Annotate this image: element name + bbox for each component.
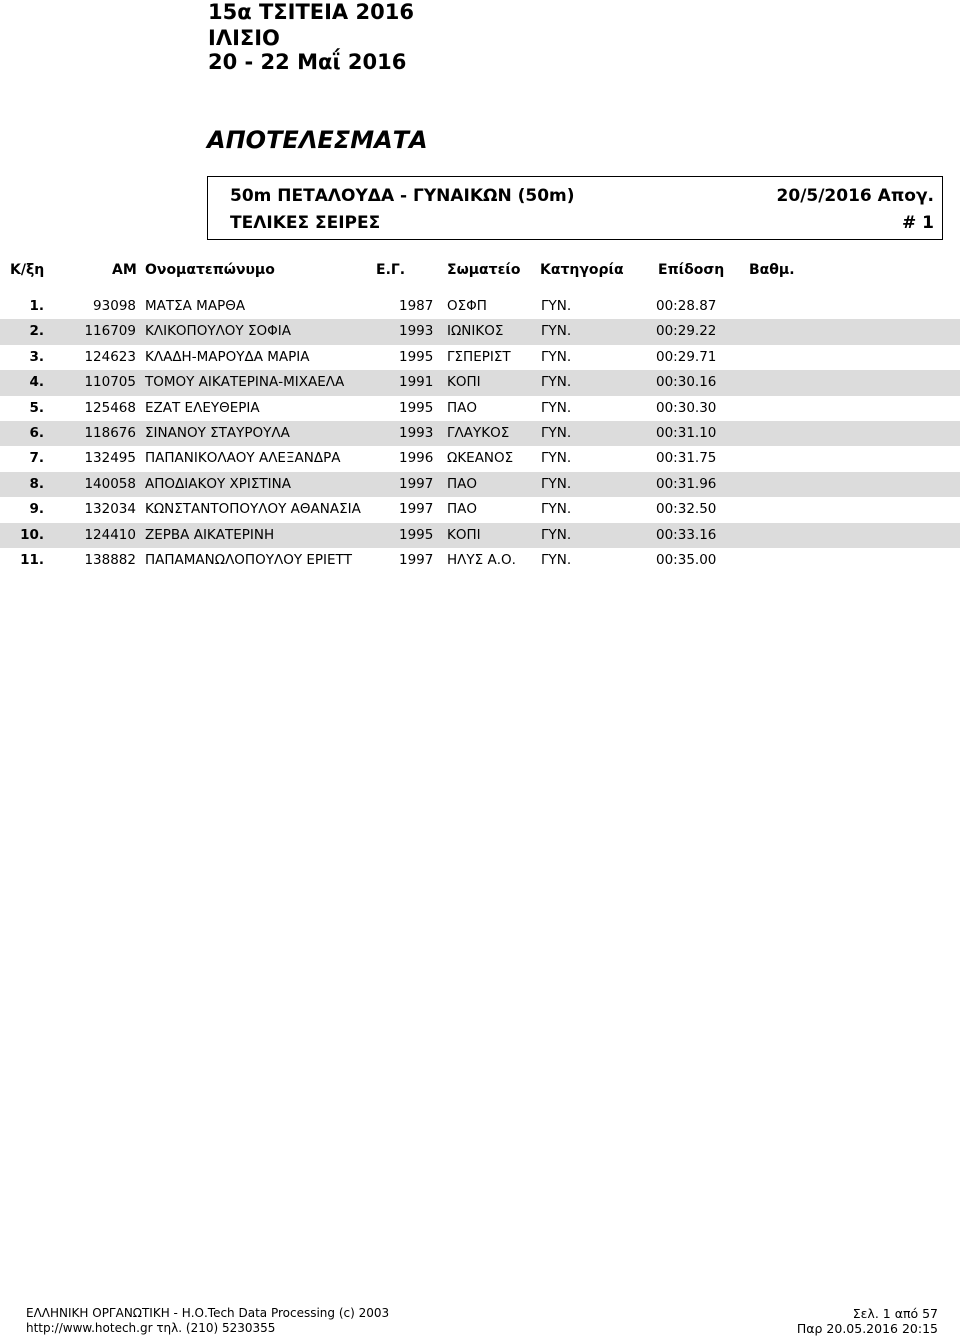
table-row bbox=[0, 421, 960, 446]
result-club: ΠΑΟ bbox=[447, 399, 478, 416]
meet-dates: 20 - 22 Μαΐ 2016 bbox=[208, 50, 407, 74]
table-row bbox=[0, 548, 960, 573]
header-category: Κατηγορία bbox=[540, 262, 624, 278]
result-rank: 1. bbox=[29, 298, 44, 314]
result-category: ΓΥΝ. bbox=[541, 551, 572, 568]
table-row bbox=[0, 345, 960, 370]
table-row bbox=[0, 370, 960, 395]
heat-number: # 1 bbox=[902, 213, 934, 233]
result-name: ΚΛΙΚΟΠΟΥΛΟΥ ΣΟΦΙΑ bbox=[145, 323, 291, 340]
header-name: Ονοματεπώνυμο bbox=[145, 262, 275, 278]
table-row bbox=[0, 396, 960, 421]
result-year: 1987 bbox=[399, 298, 434, 314]
result-am: 132495 bbox=[84, 450, 136, 467]
result-rank: 3. bbox=[29, 348, 44, 365]
result-rank: 2. bbox=[29, 323, 44, 340]
result-category: ΓΥΝ. bbox=[541, 399, 572, 416]
result-name: ΚΩΝΣΤΑΝΤΟΠΟΥΛΟΥ ΑΘΑΝΑΣΙΑ bbox=[145, 501, 361, 518]
result-club: ΓΛΑΥΚΟΣ bbox=[447, 424, 510, 441]
result-name: ΑΠΟΔΙΑΚΟΥ ΧΡΙΣΤΙΝΑ bbox=[145, 475, 291, 492]
result-year: 1991 bbox=[399, 374, 434, 391]
result-club: ΙΩΝΙΚΟΣ bbox=[447, 323, 504, 340]
table-row bbox=[0, 294, 960, 319]
page-title: ΑΠΟΤΕΛΕΣΜΑΤΑ bbox=[207, 126, 428, 154]
result-year: 1995 bbox=[399, 526, 434, 543]
header-rank: Κ/ξη bbox=[10, 262, 45, 278]
result-category: ΓΥΝ. bbox=[541, 424, 572, 441]
footer-left bbox=[26, 1306, 389, 1336]
table-row bbox=[0, 319, 960, 344]
header-club: Σωματείο bbox=[447, 262, 521, 278]
result-time: 00:30.30 bbox=[656, 399, 717, 416]
result-time: 00:29.71 bbox=[656, 348, 717, 365]
result-year: 1996 bbox=[399, 450, 434, 467]
table-row bbox=[0, 446, 960, 471]
result-club: ΟΣΦΠ bbox=[447, 298, 487, 314]
result-time: 00:28.87 bbox=[656, 298, 717, 314]
table-row bbox=[0, 472, 960, 497]
result-am: 118676 bbox=[84, 424, 136, 441]
result-am: 125468 bbox=[84, 399, 136, 416]
column-headers bbox=[0, 262, 960, 282]
result-time: 00:32.50 bbox=[656, 501, 717, 518]
result-time: 00:35.00 bbox=[656, 551, 717, 568]
result-time: 00:30.16 bbox=[656, 374, 717, 391]
event-date: 20/5/2016 Απογ. bbox=[776, 186, 934, 206]
result-year: 1997 bbox=[399, 551, 434, 568]
header-year: Ε.Γ. bbox=[376, 262, 406, 278]
result-category: ΓΥΝ. bbox=[541, 374, 572, 391]
page-number: Σελ. 1 από 57 bbox=[852, 1306, 938, 1321]
result-club: ΚΟΠΙ bbox=[447, 374, 481, 391]
result-category: ΓΥΝ. bbox=[541, 501, 572, 518]
result-category: ΓΥΝ. bbox=[541, 298, 572, 314]
result-name: ΠΑΠΑΝΙΚΟΛΑΟΥ ΑΛΕΞΑΝΔΡΑ bbox=[145, 450, 341, 467]
result-year: 1995 bbox=[399, 348, 434, 365]
result-category: ΓΥΝ. bbox=[541, 450, 572, 467]
result-time: 00:31.10 bbox=[656, 424, 717, 441]
result-name: ΤΟΜΟΥ ΑΙΚΑΤΕΡΙΝΑ-ΜΙΧΑΕΛΑ bbox=[145, 374, 345, 391]
result-name: ΖΕΡΒΑ ΑΙΚΑΤΕΡΙΝΗ bbox=[145, 526, 275, 543]
result-time: 00:31.75 bbox=[656, 450, 717, 467]
results-table bbox=[0, 294, 960, 573]
result-club: ΠΑΟ bbox=[447, 475, 478, 492]
result-club: ΠΑΟ bbox=[447, 501, 478, 518]
result-am: 116709 bbox=[84, 323, 136, 340]
result-rank: 8. bbox=[29, 475, 44, 492]
event-round: ΤΕΛΙΚΕΣ ΣΕΙΡΕΣ bbox=[230, 213, 381, 233]
result-am: 124410 bbox=[84, 526, 136, 543]
result-rank: 9. bbox=[29, 501, 44, 518]
event-box bbox=[207, 176, 943, 240]
result-am: 138882 bbox=[84, 551, 136, 568]
header-time: Επίδοση bbox=[658, 262, 725, 278]
result-am: 124623 bbox=[84, 348, 136, 365]
result-club: ΚΟΠΙ bbox=[447, 526, 481, 543]
result-club: ΩΚΕΑΝΟΣ bbox=[447, 450, 514, 467]
footer-right bbox=[797, 1306, 938, 1336]
result-name: ΚΛΑΔΗ-ΜΑΡΟΥΔΑ ΜΑΡΙΑ bbox=[145, 348, 310, 365]
result-category: ΓΥΝ. bbox=[541, 526, 572, 543]
result-rank: 7. bbox=[29, 450, 44, 467]
result-rank: 4. bbox=[29, 374, 44, 391]
header-am: ΑΜ bbox=[112, 262, 137, 278]
result-club: ΓΣΠΕΡΙΣΤ bbox=[447, 348, 511, 365]
table-row bbox=[0, 523, 960, 548]
result-year: 1997 bbox=[399, 501, 434, 518]
footer-company: ΕΛΛΗΝΙΚΗ ΟΡΓΑΝΩΤΙΚΗ - Η.Ο.Tech Data Processing (c) 2003 bbox=[26, 1306, 390, 1320]
result-year: 1995 bbox=[399, 399, 434, 416]
result-time: 00:31.96 bbox=[656, 475, 717, 492]
result-category: ΓΥΝ. bbox=[541, 348, 572, 365]
result-year: 1993 bbox=[399, 424, 434, 441]
result-name: ΠΑΠΑΜΑΝΩΛΟΠΟΥΛΟΥ ΕΡΙΕΤΤ bbox=[145, 551, 353, 568]
result-club: ΗΛΥΣ Α.Ο. bbox=[447, 551, 516, 568]
meet-venue: ΙΛΙΣΙΟ bbox=[208, 26, 280, 50]
print-timestamp: Παρ 20.05.2016 20:15 bbox=[796, 1321, 938, 1336]
result-rank: 5. bbox=[29, 399, 44, 416]
event-name: 50m ΠΕΤΑΛΟΥΔΑ - ΓΥΝΑΙΚΩΝ (50m) bbox=[230, 186, 575, 206]
result-name: ΜΑΤΣΑ ΜΑΡΘΑ bbox=[145, 298, 246, 314]
result-am: 110705 bbox=[84, 374, 136, 391]
table-row bbox=[0, 497, 960, 522]
result-rank: 10. bbox=[20, 526, 44, 543]
result-year: 1997 bbox=[399, 475, 434, 492]
result-name: ΕΖΑΤ ΕΛΕΥΘΕΡΙΑ bbox=[145, 399, 260, 416]
result-category: ΓΥΝ. bbox=[541, 323, 572, 340]
result-am: 93098 bbox=[93, 298, 136, 314]
result-am: 132034 bbox=[84, 501, 136, 518]
result-name: ΣΙΝΑΝΟΥ ΣΤΑΥΡΟΥΛΑ bbox=[145, 424, 290, 441]
header-grade: Βαθμ. bbox=[749, 262, 795, 278]
result-am: 140058 bbox=[84, 475, 136, 492]
result-time: 00:29.22 bbox=[656, 323, 717, 340]
result-rank: 6. bbox=[29, 424, 44, 441]
footer-contact: http://www.hotech.gr τηλ. (210) 5230355 bbox=[26, 1321, 276, 1335]
result-category: ΓΥΝ. bbox=[541, 475, 572, 492]
result-time: 00:33.16 bbox=[656, 526, 717, 543]
meet-title: 15α ΤΣΙΤΕΙΑ 2016 bbox=[208, 0, 414, 24]
result-year: 1993 bbox=[399, 323, 434, 340]
result-rank: 11. bbox=[20, 551, 44, 568]
